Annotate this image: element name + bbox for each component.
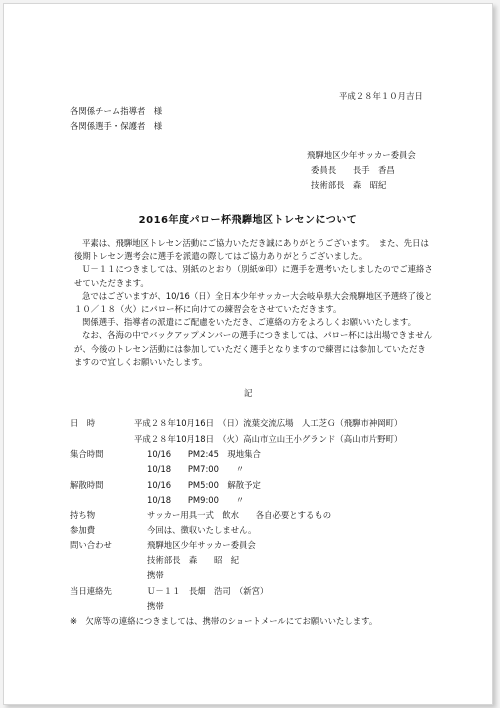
dismiss-label: 解散時間	[70, 480, 104, 490]
body-paragraph-4: 関係選手、指導者の派遣にご配慮をいただき、ご連絡の方をよろしくお願いいたします。	[82, 317, 416, 328]
ki-heading: 記	[244, 388, 253, 398]
contact-line-2: 技術部長 森 昭 紀	[147, 555, 240, 565]
datetime-label: 日 時	[70, 418, 96, 428]
body-paragraph-2: Ｕ－１１につきましては、別紙のとおり（別紙⑨印）に選手を選考いたしましたのでご連絡させていただきます。	[74, 264, 433, 288]
sameday-line-1: Ｕ－１１ 長畑 浩司 （新宮）	[147, 586, 269, 596]
gather-label: 集合時間	[70, 449, 104, 459]
document-page	[3, 3, 493, 705]
issue-date: 平成２８年１０月吉日	[339, 91, 423, 101]
recipient-coaches: 各関係チーム指導者 様	[70, 106, 163, 116]
sender-tech: 技術部長 森 昭紀	[311, 180, 387, 190]
body-paragraph-3: 急ではございますが、10/16（日）全日本少年サッカー大会岐阜県大会飛騨地区予選終了後と１０／１８（火）にパロー杯に向けての練習会をさせていただきます。	[74, 290, 433, 315]
datetime-line-1: 平成２８年10月16日 （日）流葉交流広場 人工芝Ｇ（飛騨市神岡町）	[134, 418, 403, 428]
dismiss-line-2: 10/18 PM9:00 〃	[147, 495, 245, 505]
contact-label: 問い合わせ	[70, 540, 112, 550]
contact-line-3: 携帯	[147, 570, 164, 580]
sameday-line-2: 携帯	[147, 601, 164, 611]
fee-label: 参加費	[70, 525, 96, 535]
footnote: ※ 欠席等の連絡につきましては、携帯のショートメールにてお願いいたします。	[70, 616, 378, 626]
fee-value: 今回は、徴収いたしません。	[147, 525, 257, 535]
datetime-line-2: 平成２８年10月18日 （火）高山市立山王小グランド（高山市片野町）	[134, 434, 403, 444]
body-paragraph-1: 平素は、飛騨地区トレセン活動にご協力いただき誠にありがとうございます。 また、先日は後期トレセン選考会に選手を派遣の際してはご協力ありがとうございました。	[74, 238, 429, 262]
gather-line-1: 10/16 PM2:45 現地集合	[147, 449, 261, 459]
document-title: 2016年度パロー杯飛騨地区トレセンについて	[138, 215, 358, 226]
sender-org: 飛騨地区少年サッカー委員会	[307, 150, 416, 160]
recipient-players: 各関係選手・保護者 様	[70, 121, 163, 131]
gather-line-2: 10/18 PM7:00 〃	[147, 464, 245, 474]
contact-line-1: 飛騨地区少年サッカー委員会	[147, 540, 256, 550]
items-label: 持ち物	[70, 510, 96, 520]
dismiss-line-1: 10/16 PM5:00 解散予定	[147, 480, 261, 490]
body-paragraph-5: なお、各海の中でバックアップメンバーの選手につきましては、パロー杯には出場できませんが、今後のトレセン活動には参加していただく選手となりますので練習には参加していただきますので宜しくお願いいたします。	[74, 330, 433, 367]
body-text	[74, 237, 434, 369]
sameday-label: 当日連絡先	[70, 586, 112, 596]
items-value: サッカー用具一式 飲水 各自必要とするもの	[147, 510, 332, 520]
sender-chair: 委員長 長手 香昌	[311, 165, 395, 175]
